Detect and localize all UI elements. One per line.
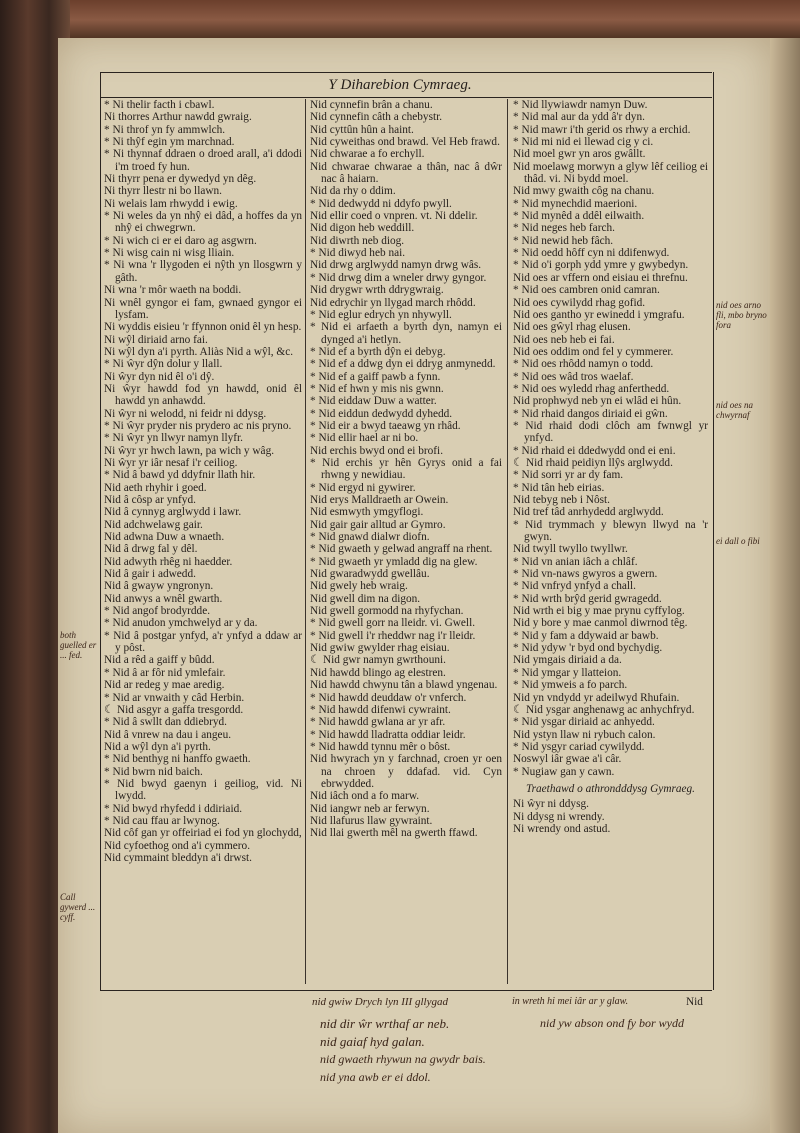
column-divider	[305, 99, 306, 984]
proverb-entry: * Nid eglur edrych yn nhywyll.	[310, 308, 452, 321]
proverb-entry: * Nid o'i gorph ydd ymre y gwybedyn.	[513, 259, 689, 272]
proverb-entry: * Ni wna 'r llygoden ei nŷth yn llosgwrn y gâth.	[104, 259, 302, 284]
proverb-entry: * Nid hawdd tynnu mêr o bôst.	[310, 740, 451, 753]
proverb-entry: * Nid mynêd a ddêl eilwaith.	[513, 210, 645, 223]
proverb-entry: Nid yn vndydd yr adeilwyd Rhufain.	[513, 691, 680, 704]
bottom-rule	[100, 990, 712, 991]
proverb-entry: * Ni thelir facth i cbawl.	[104, 99, 215, 111]
handwritten-note: nid gwiw Drych lyn III gllygad	[312, 996, 448, 1008]
proverb-entry: * Nid â bawd yd ddyfnir llath hir.	[104, 469, 256, 482]
proverb-entry: * Ni wisg cain ni wisg lliain.	[104, 247, 235, 260]
proverb-entry: * Nid gwell i'r rheddwr nag i'r lleidr.	[310, 629, 476, 642]
book-cover-edge	[0, 0, 800, 40]
proverb-entry: Nid côf gan yr offeiriad ei fod yn glochydd,	[104, 827, 302, 840]
proverb-entry: * Nid vnfryd ynfyd a chall.	[513, 580, 636, 593]
column-divider	[507, 99, 508, 984]
proverb-entry: Nid iâch ond a fo marw.	[310, 790, 420, 803]
proverb-entry: * Nid hawdd difenwi cywraint.	[310, 703, 451, 716]
handwritten-note: nid dir ŵr wrthaf ar neb.	[320, 1016, 450, 1031]
proverb-entry: * Nid bwrn nid baich.	[104, 765, 203, 778]
proverb-entry: * Nid angof brodyrdde.	[104, 605, 211, 618]
proverb-entry: Ni wnêl gyngor ei fam, gwnaed gyngor ei lysfam.	[104, 296, 302, 321]
handwritten-note: both guelled er ... fed.	[60, 630, 97, 660]
catchword: Nid	[686, 996, 703, 1008]
proverb-entry: Ni ŵyr dyn nid êl o'i dŷ.	[104, 370, 215, 383]
proverb-entry: Nid moelawg morwyn a glyw lêf ceiliog ei thâd. vi. Ni bydd moel.	[513, 160, 708, 186]
proverb-entry: * Nid ymgar y llatteion.	[513, 666, 622, 679]
proverb-entry: * Nugiaw gan y cawn.	[513, 765, 615, 778]
proverb-entry: * Nid anudon ymchwelyd ar y da.	[104, 617, 258, 630]
proverb-entry: Nid â côsp ar ynfyd.	[104, 494, 196, 506]
proverb-entry: Nid a wŷl dyn a'i pyrth.	[104, 740, 211, 753]
proverb-entry: Nid erchis bwyd ond ei brofi.	[310, 444, 444, 457]
proverb-entry: * Nid oes wâd tros waelaf.	[513, 370, 634, 383]
proverb-entry: Nid esmwyth ymgyflogi.	[310, 506, 424, 519]
proverb-entry: * Nid eiddaw Duw a watter.	[310, 395, 437, 408]
proverb-entry: * Nid mi nid ei llewad cig y ci.	[513, 136, 654, 149]
proverb-entry: Nid ystyn llaw ni rybuch calon.	[513, 728, 656, 741]
proverb-entry: Ni ddysg ni wrendy.	[513, 810, 605, 823]
handwritten-note: nid yna awb er ei ddol.	[320, 1070, 431, 1084]
proverb-entry: * Nid sorri yr ar dy fam.	[513, 469, 624, 482]
proverb-entry: Nid cynnefin câth a chebystr.	[310, 111, 443, 124]
proverb-entry: Nid cyfoethog ond a'i cymmero.	[104, 839, 251, 852]
proverb-entry: Nid moel gwr yn aros gwâllt.	[513, 148, 646, 161]
proverb-entry: * Ni ŵyr yn llwyr namyn llyfr.	[104, 432, 243, 445]
proverb-entry: * Nid gwaeth yr ymladd dig na glew.	[310, 555, 478, 568]
proverb-entry: Nid â gair i adwedd.	[104, 568, 196, 581]
proverb-entry: * Nid newid heb fâch.	[513, 234, 614, 247]
proverb-entry: Nid llafurus llaw gywraint.	[310, 814, 433, 827]
proverb-entry: Nid digon heb weddill.	[310, 222, 415, 235]
column-3	[513, 99, 708, 835]
proverb-entry: Ni welais lam rhwydd i ewig.	[104, 197, 238, 210]
proverb-entry: Nid hawdd blingo ag elestren.	[310, 666, 446, 679]
proverb-entry: * Nid bwyd gaenyn i geiliog, vid. Ni lwydd.	[104, 777, 302, 803]
column-1	[104, 99, 302, 864]
proverb-entry: Nid cyweithas ond brawd. Vel Heb frawd.	[310, 136, 500, 149]
proverb-entry: ☾ Nid asgyr a gaffa tresgordd.	[104, 703, 244, 716]
proverb-entry: * Nid â ar fôr nid ymlefair.	[104, 666, 226, 679]
handwritten-note: nid oes na chwyrnaf	[716, 400, 753, 420]
proverb-entry: Nid gwell gormodd na rhyfychan.	[310, 605, 464, 618]
proverb-entry: * Nid ef a gaiff pawb a fynn.	[310, 370, 441, 383]
proverb-entry: Nid adwna Duw a wnaeth.	[104, 531, 225, 544]
proverb-entry: Ni wyddis eisieu 'r ffynnon onid êl yn hesp.	[104, 321, 302, 334]
proverb-entry: Nid â vnrew na dau i angeu.	[104, 728, 232, 741]
proverb-entry: * Nid â postgar ynfyd, a'r ynfyd a ddaw ar y pôst.	[104, 629, 302, 655]
proverb-entry: Nid wrth ei big y mae prynu cyffylog.	[513, 605, 685, 618]
proverb-entry: * Nid ysgyr cariad cywilydd.	[513, 740, 645, 753]
proverb-entry: * Ni weles da yn nhŷ ei dâd, a hoffes da yn nhŷ ei chwegrwn.	[104, 210, 302, 235]
proverb-entry: Nid aeth rhyhir i goed.	[104, 481, 207, 494]
proverb-entry: Nid adchwelawg gair.	[104, 518, 203, 531]
proverb-entry: * Nid mal aur da ydd â'r dyn.	[513, 111, 645, 124]
proverb-entry: Nid ellir coed o vnpren. vt. Ni ddelir.	[310, 210, 478, 223]
proverb-entry: * Nid llywiawdr namyn Duw.	[513, 99, 648, 111]
proverb-entry: Nid drwg arglwydd namyn drwg wâs.	[310, 259, 482, 272]
proverb-entry: * Nid ergyd ni gywirer.	[310, 481, 416, 494]
proverb-entry: * Nid gwaeth y gelwad angraff na rhent.	[310, 543, 493, 556]
proverb-entry: Nid â drwg fal y dêl.	[104, 543, 198, 556]
handwritten-note: nid gwaeth rhywun na gwydr bais.	[320, 1052, 486, 1066]
proverb-entry: * Nid ef a byrth dŷn ei debyg.	[310, 345, 446, 358]
proverb-entry: Nid cymmaint bleddyn a'i drwst.	[104, 851, 252, 864]
handwritten-note: nid yw abson ond fy bor wydd	[540, 1016, 684, 1030]
handwritten-note: nid gaiaf hyd galan.	[320, 1034, 425, 1049]
proverb-entry: Ni thyrr llestr ni bo llawn.	[104, 185, 222, 198]
handwritten-note: Call gywerd ... cyff.	[60, 892, 96, 922]
proverb-entry: Nid edrychir yn llygad march rhôdd.	[310, 296, 476, 309]
handwritten-note: nid oes arno fli, mbo bryno fora	[716, 300, 767, 330]
proverb-entry: * Nid mawr i'th gerid os rhwy a erchid.	[513, 123, 691, 136]
proverb-entry: * Ni thŷf egin ym marchnad.	[104, 136, 235, 149]
proverb-entry: ☾ Nid ysgar anghenawg ac anhychfryd.	[513, 703, 695, 716]
proverb-entry: * Nid ef a ddwg dyn ei ddryg anmynedd.	[310, 358, 496, 371]
proverb-entry: Nid drygwr wrth ddrygwraig.	[310, 284, 444, 297]
proverb-entry: Nid y bore y mae canmol diwrnod têg.	[513, 617, 688, 630]
proverb-entry: * Nid bwyd rhyfedd i ddiriaid.	[104, 802, 243, 815]
proverb-entry: Nid oes ar vffern ond eisiau ei threfnu.	[513, 271, 688, 284]
proverb-entry: * Nid drwg dim a wneler drwy gyngor.	[310, 271, 487, 284]
proverb-entry: * Nid rhaid ei ddedwydd ond ei eni.	[513, 444, 676, 457]
proverb-entry: * Nid diwyd heb nai.	[310, 247, 406, 260]
column-2	[310, 99, 502, 840]
proverb-entry: Nid a rêd a gaiff y bûdd.	[104, 654, 215, 667]
proverb-entry: Ni ŵyr yr hwch lawn, pa wich y wâg.	[104, 444, 275, 457]
proverb-entry: Nid â cynnyg arglwydd i lawr.	[104, 506, 242, 519]
proverb-entry: Nid ymgais diriaid a da.	[513, 654, 622, 667]
proverb-entry: Nid oes gŵyl rhag elusen.	[513, 321, 631, 334]
proverb-entry: * Nid â swllt dan ddiebryd.	[104, 716, 227, 729]
proverb-entry: * Nid cau ffau ar lwynog.	[104, 814, 220, 827]
proverb-entry: * Nid mynechdid maerioni.	[513, 197, 638, 210]
proverb-entry: Nid tebyg neb i Nôst.	[513, 494, 610, 506]
proverb-entry: * Nid ar vnwaith y câd Herbin.	[104, 691, 245, 704]
proverb-entry: * Nid eir a bwyd taeawg yn rhâd.	[310, 419, 461, 432]
proverb-entry: Nid â gwayw yngronyn.	[104, 580, 214, 593]
proverb-entry: ☾ Nid gwr namyn gwrthouni.	[310, 654, 446, 667]
proverb-entry: Nid adwyth rhêg ni haedder.	[104, 555, 233, 568]
proverb-entry: Nid cyttûn hûn a haint.	[310, 123, 414, 136]
proverb-entry: Nid gwely heb wraig.	[310, 580, 408, 593]
proverb-entry: Nid da rhy o ddim.	[310, 185, 396, 198]
proverb-entry: Nid llai gwerth mêl na gwerth ffawd.	[310, 827, 478, 840]
proverb-entry: Nid chwarae a fo erchyll.	[310, 148, 425, 161]
proverb-entry: * Ni ŵyr dŷn dolur y llall.	[104, 358, 223, 371]
proverb-entry: Ni wna 'r môr waeth na boddi.	[104, 284, 242, 297]
proverb-entry: Nid gwell dim na digon.	[310, 592, 421, 605]
proverb-entry: Nid oes cywilydd rhag gofid.	[513, 296, 646, 309]
handwritten-note: ei dall o fibi	[716, 536, 760, 546]
header-rule	[100, 97, 712, 98]
proverb-entry: Ni ŵyr hawdd fod yn hawdd, onid êl hawdd yn anhawdd.	[104, 382, 302, 408]
proverb-entry: Ni ŵyr yr iâr nesaf i'r ceiliog.	[104, 456, 238, 469]
proverb-entry: Ni ŵyr ni ddysg.	[513, 798, 589, 811]
proverb-entry: Nid twyll twyllo twyllwr.	[513, 543, 628, 556]
proverb-entry: Nid gwaradwydd gwellâu.	[310, 568, 430, 581]
proverb-entry: Ni wrendy ond astud.	[513, 822, 611, 835]
proverb-entry: Nid diwrth neb diog.	[310, 234, 405, 247]
proverb-entry: * Nid oes wyledd rhag anferthedd.	[513, 382, 670, 395]
proverb-entry: * Nid ysgar diriaid ac anhyedd.	[513, 716, 655, 729]
proverb-entry: Nid gwiw gwylder rhag eisiau.	[310, 642, 450, 655]
proverb-entry: Nid cynnefin brân a chanu.	[310, 99, 433, 111]
proverb-entry: Ni ŵyr ni welodd, ni feidr ni ddysg.	[104, 407, 267, 420]
proverb-entry: * Nid eiddun dedwydd dyhedd.	[310, 407, 453, 420]
proverb-entry: * Nid ydyw 'r byd ond bychydig.	[513, 642, 663, 655]
proverb-entry: * Nid rhaid dodi clôch am fwnwgl yr ynfyd.	[513, 419, 708, 445]
proverb-entry: * Ni ŵyr pryder nis prydero ac nis pryno.	[104, 419, 292, 432]
proverb-entry: * Nid y fam a ddywaid ar bawb.	[513, 629, 659, 642]
proverb-entry: Nid hawdd chwynu tân a blawd yngenau.	[310, 679, 498, 692]
proverb-entry: * Ni wich ci er ei daro ag asgwrn.	[104, 234, 257, 247]
proverb-entry: Nid anwys a wnêl gwarth.	[104, 592, 223, 605]
proverb-entry: Nid oes oddim ond fel y cymmerer.	[513, 345, 674, 358]
proverb-entry: * Nid vn-naws gwyros a gwern.	[513, 568, 658, 581]
proverb-entry: * Ni thynnaf ddraen o droed arall, a'i ddodi i'm troed fy hun.	[104, 148, 302, 173]
proverb-entry: * Nid tân heb eirias.	[513, 481, 605, 494]
proverb-entry: * Nid ellir hael ar ni bo.	[310, 432, 419, 445]
proverb-entry: * Nid hawdd gwlana ar yr afr.	[310, 716, 446, 729]
proverb-entry: * Nid dedwydd ni ddyfo pwyll.	[310, 197, 452, 210]
proverb-entry: Nid gair gair alltud ar Gymro.	[310, 518, 446, 531]
proverb-entry: * Nid trymmach y blewyn llwyd na 'r gwyn.	[513, 518, 708, 544]
proverb-entry: Ni thorres Arthur nawdd gwraig.	[104, 111, 252, 124]
proverb-entry: Noswyl iâr gwae a'i câr.	[513, 753, 622, 766]
proverb-entry: * Nid rhaid dangos diriaid ei gŵn.	[513, 407, 668, 420]
page-edge	[770, 38, 800, 1133]
proverb-entry: * Nid vn anian iâch a chlâf.	[513, 555, 638, 568]
proverb-entry: Nid mwy gwaith côg na chanu.	[513, 185, 655, 198]
proverb-entry: * Nid oedd hôff cyn ni ddifenwyd.	[513, 247, 670, 260]
proverb-entry: * Nid gnawd dialwr diofn.	[310, 531, 430, 544]
top-rule	[100, 72, 712, 73]
proverb-entry: Ni wŷl dyn a'i pyrth. Aliàs Nid a wŷl, &c.	[104, 345, 294, 358]
proverb-entry: Nid erys Malldraeth ar Owein.	[310, 494, 449, 506]
proverb-entry: Nid ar redeg y mae aredig.	[104, 679, 225, 692]
handwritten-note: in wreth hi mei iâr ar y glaw.	[512, 996, 629, 1007]
proverb-entry: * Nid ei arfaeth a byrth dyn, namyn ei dynged a'i hetlyn.	[310, 321, 502, 346]
proverb-entry: Ni thyrr pena er dywedyd yn dêg.	[104, 173, 257, 186]
proverb-entry: * Nid hawdd deuddaw o'r vnferch.	[310, 691, 467, 704]
proverb-entry: * Nid wrth brŷd gerid gwragedd.	[513, 592, 662, 605]
proverb-entry: * Nid gwell gorr na lleidr. vi. Gwell.	[310, 617, 476, 630]
proverb-entry: * Nid neges heb farch.	[513, 222, 615, 235]
proverb-entry: Nid oes neb heb ei fai.	[513, 333, 615, 346]
proverb-entry: Nid hwyrach yn y farchnad, croen yr oen na chroen y ddafad. vid. Cyn ebrwydded.	[310, 753, 502, 790]
proverb-entry: Nid chwarae chwarae a thân, nac â dŵr nac â haiarn.	[310, 160, 502, 186]
proverb-entry: * Ni throf yn fy ammwlch.	[104, 123, 226, 136]
running-title: Y Diharebion Cymraeg.	[328, 77, 472, 93]
proverb-entry: * Nid ymweis a fo parch.	[513, 679, 628, 692]
proverb-entry: * Nid ef hwn y mis nis gwnn.	[310, 382, 444, 395]
proverb-entry: * Nid oes cambren onid camran.	[513, 284, 660, 297]
section-subheading: Traethawd o athrondddysg Gymraeg.	[525, 782, 696, 795]
proverb-entry: * Nid benthyg ni hanffo gwaeth.	[104, 753, 251, 766]
proverb-entry: Ni wŷl diriaid arno fai.	[104, 333, 208, 346]
proverb-entry: Nid prophwyd neb yn ei wlâd ei hûn.	[513, 395, 682, 408]
proverb-entry: * Nid hawdd lladratta oddiar leidr.	[310, 728, 466, 741]
proverb-entry: Nid oes gantho yr ewinedd i ymgrafu.	[513, 308, 685, 321]
proverb-entry: * Nid oes rhôdd namyn o todd.	[513, 358, 654, 371]
proverb-entry: Nid tref tâd anrhydedd arglwydd.	[513, 506, 664, 519]
proverb-entry: ☾ Nid rhaid peidiyn llŷs arglwydd.	[513, 456, 673, 469]
proverb-entry: Nid iangwr neb ar ferwyn.	[310, 802, 430, 815]
proverb-entry: * Nid erchis yr hên Gyrys onid a fai rhwng y newidiau.	[310, 456, 502, 482]
